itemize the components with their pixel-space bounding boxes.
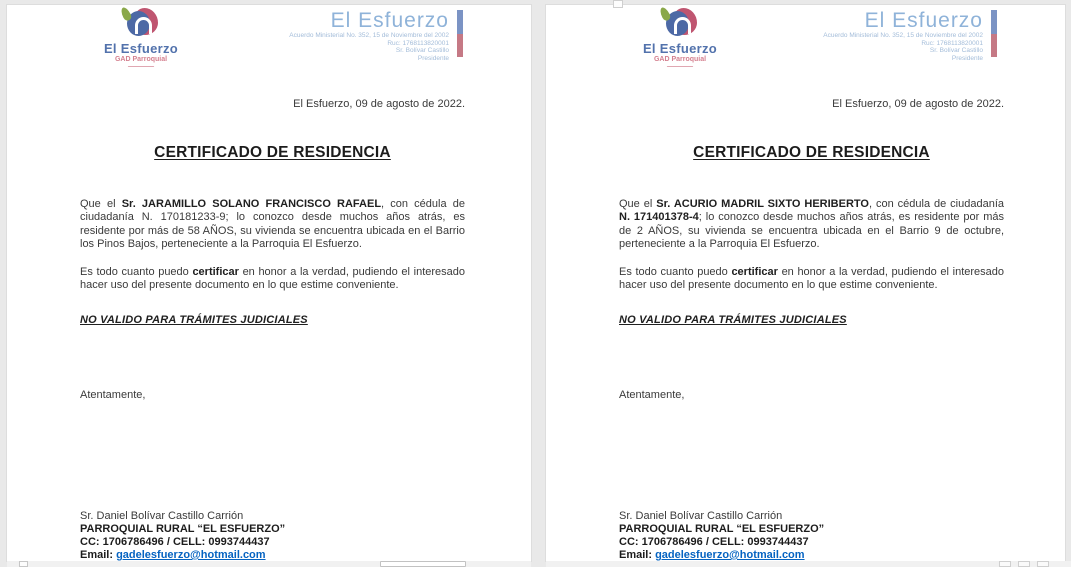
accent-bar-red [991,34,997,57]
el-esfuerzo-emblem-icon [121,7,161,40]
document-page-left [7,5,531,561]
letterhead-line-acuerdo: Acuerdo Ministerial No. 352, 15 de Noviembre del 2002 [823,32,983,39]
date-line: El Esfuerzo, 09 de agosto de 2022. [832,98,1004,110]
web-layout-icon[interactable] [1037,561,1049,567]
closing-salutation: Atentamente, [80,389,146,401]
signer-organization: PARROQUIAL RURAL “EL ESFUERZO” [80,523,286,535]
signer-organization: PARROQUIAL RURAL “EL ESFUERZO” [619,523,825,535]
logo [87,7,195,67]
signer-name: Sr. Daniel Bolívar Castillo Carrión [80,510,244,522]
body-paragraph-residence: Que el Sr. ACURIO MADRIL SIXTO HERIBERTO, con cédula de ciudadanía N. 171401378-4; lo conozco desde muchos años atrás, es residente por más de 2 AÑOS, su vivienda se encuentra ubicada en el Barrio 9 de octubre, perteneciente a la Parroquia El Esfuerzo. [619,198,1004,250]
body-paragraph-certify: Es todo cuanto puedo certificar en honor a la verdad, pudiendo el interesado hacer uso del presente documento en lo que estime conveniente. [619,266,1004,292]
letterhead-right-block [289,10,449,62]
judicial-validity-notice: NO VALIDO PARA TRÁMITES JUDICIALES [619,314,847,326]
logo-title: El Esfuerzo [642,41,718,56]
logo-script-flourish [128,66,154,67]
logo [626,7,734,67]
judicial-validity-notice: NO VALIDO PARA TRÁMITES JUDICIALES [80,314,308,326]
right-viewer-status-strip [546,561,1071,567]
accent-bar-red [457,34,463,57]
letterhead-title: El Esfuerzo [330,9,449,32]
email-link[interactable]: gadelesfuerzo@hotmail.com [116,549,266,561]
read-mode-icon[interactable] [999,561,1011,567]
document-page-right [546,5,1065,561]
body-paragraph-certify: Es todo cuanto puedo certificar en honor a la verdad, pudiendo el interesado hacer uso del presente documento en lo que estime conveniente. [80,266,465,292]
view-mode-buttons [999,561,1049,567]
email-link[interactable]: gadelesfuerzo@hotmail.com [655,549,805,561]
accent-bar-blue [991,10,997,34]
logo-title: El Esfuerzo [103,41,179,56]
certificate-title: CERTIFICADO DE RESIDENCIA [154,144,391,161]
print-layout-icon[interactable] [1018,561,1030,567]
letterhead-accent-bar [991,10,997,57]
emblem-white-swirl [674,17,691,34]
signature-block [619,510,1004,562]
email-label: Email: [80,549,117,561]
accent-bar-blue [457,10,463,34]
page-thumbnail-icon[interactable] [19,561,28,567]
letterhead-right-block [823,10,983,62]
horizontal-scrollbar-thumb[interactable] [380,561,466,567]
letterhead-line-president-name: Sr. Bolívar Castillo [395,47,449,55]
letterhead-line-president-name: Sr. Bolívar Castillo [929,47,983,55]
letterhead-line-acuerdo: Acuerdo Ministerial No. 352, 15 de Noviembre del 2002 [289,32,449,39]
emblem-white-swirl [135,17,152,34]
logo-subtitle: GAD Parroquial [114,56,168,63]
letterhead-title: El Esfuerzo [864,9,983,32]
logo-script-flourish [667,66,693,67]
letterhead-line-president-title: Presidente [417,54,449,62]
signer-contact: CC: 1706786496 / CELL: 0993744437 [80,536,270,548]
closing-salutation: Atentamente, [619,389,685,401]
el-esfuerzo-emblem-icon [660,7,700,40]
letterhead-line-president-title: Presidente [951,54,983,62]
signer-name: Sr. Daniel Bolívar Castillo Carrión [619,510,783,522]
left-viewer-status-strip [7,561,531,567]
date-line: El Esfuerzo, 09 de agosto de 2022. [293,98,465,110]
letterhead-accent-bar [457,10,463,57]
logo-subtitle: GAD Parroquial [653,56,707,63]
letterhead-line-ruc: Ruc: 1768113820001 [387,39,449,47]
letterhead-line-ruc: Ruc: 1768113820001 [921,39,983,47]
signature-block [80,510,465,562]
body-paragraph-residence: Que el Sr. JARAMILLO SOLANO FRANCISCO RAFAEL, con cédula de ciudadanía N. 170181233-9; lo conozco desde muchos años atrás, es residente por más de 58 AÑOS, su vivienda se encuentra ubicada en el Barrio los Pinos Bajos, perteneciente a la Parroquia El Esfuerzo. [80,198,465,250]
certificate-title: CERTIFICADO DE RESIDENCIA [693,144,930,161]
signer-contact: CC: 1706786496 / CELL: 0993744437 [619,536,809,548]
email-label: Email: [619,549,656,561]
scrollbar-top-button[interactable] [613,0,623,8]
